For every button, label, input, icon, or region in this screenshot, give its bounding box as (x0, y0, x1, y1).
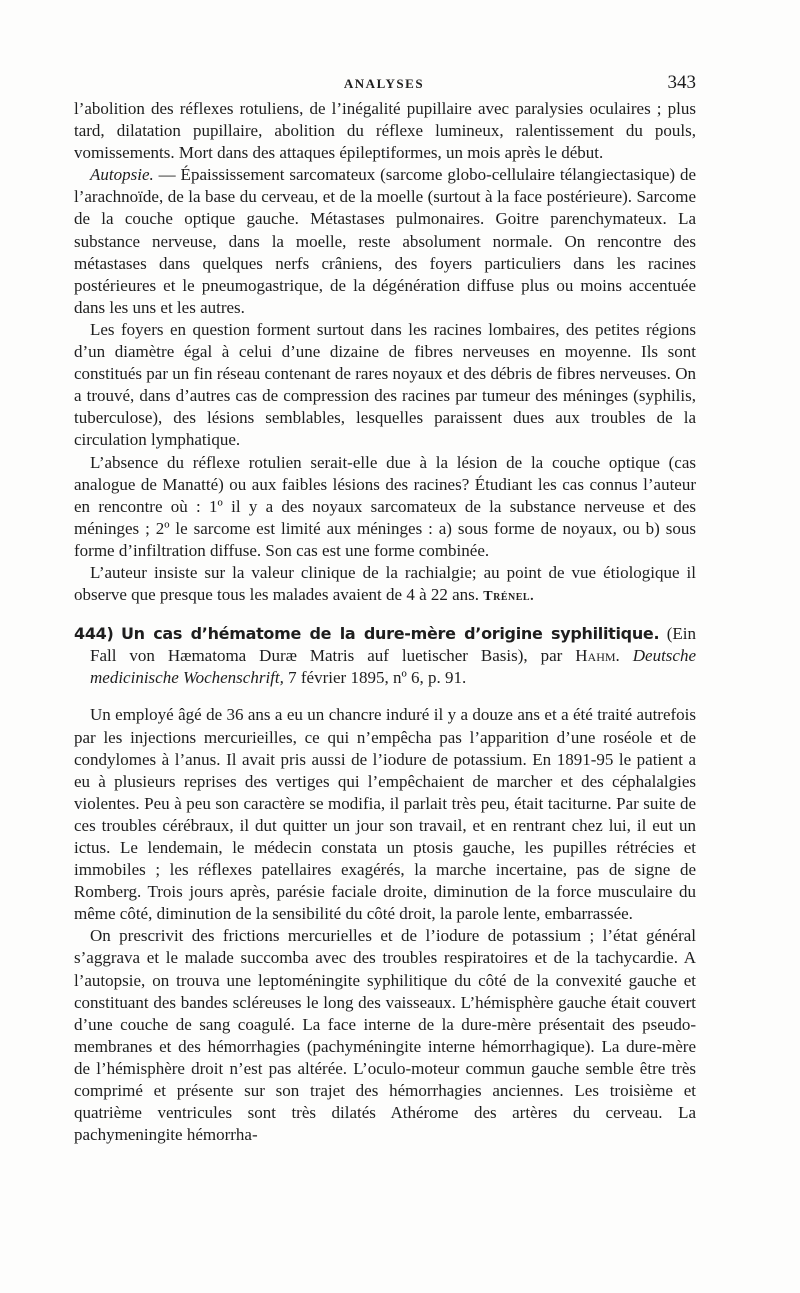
article-heading (74, 623, 696, 689)
foci-paragraph: Les foyers en question forment surtout dans les racines lombaires, des petites régions d’un diamètre égal à celui d’une dizaine de fibres nerveuses en moyenne. Ils sont constitués par un fin réseau contenant de rares noyaux et des débris de fibres nerveuses. On a trouvé, dans d’autres cas de compression des racines par tumeur des méninges (syphilis, tuberculose), des lésions semblables, lesquelles paraissent dues aux troubles de la circulation lymphatique. (74, 319, 696, 450)
article-journal: Deutsche medicinische Wochenschrift, (90, 646, 697, 688)
autopsy-paragraph (74, 164, 696, 319)
article-date: 7 février 1895, nº 6, p. 91. (288, 668, 467, 688)
body-text (74, 98, 696, 1146)
article-title: Un cas d’hématome de la dure-mère d’origine syphilitique. (120, 624, 660, 644)
case-paragraph: Un employé âgé de 36 ans a eu un chancre induré il y a douze ans et a été traité autrefois par les injections mercurieilles, ce qui n’empêcha pas l’apparition d’une roséole et de condylomes à l’anus. Il avait pris aussi de l’iodure de potassium. En 1891-95 le patient a eu à plusieurs reprises des vertiges qui l’empêchaient de marcher et des céphalalgies violentes. Peu à peu son caractère se modifia, il parlait très peu, était taciturne. Par suite de ces troubles cérébraux, il dut quitter un jour son travail, et en rentrant chez lui, il eut un ictus. Le lendemain, le médecin constata un ptosis gauche, les pupilles rétrécies et immobiles ; les réflexes patellaires exagérés, la marche incertaine, pas de signe de Romberg. Trois jours après, parésie faciale droite, diminution de la force musculaire du même côté, diminution de la sensibilité du côté droit, la parole lente, embarrassée. (74, 705, 696, 924)
article-citation: (Ein Fall von Hæmatoma Duræ Matris auf luetischer Basis), par (90, 624, 697, 666)
article-author: Hahm. (575, 646, 620, 666)
article-number: 444) (74, 624, 114, 644)
autopsy-label: Autopsie. (90, 165, 154, 185)
page-number: 343 (667, 72, 696, 93)
treatment-paragraph: On prescrivit des frictions mercurielles et de l’iodure de potassium ; l’état général s’aggrava et le malade succomba avec des troubles respiratoires et de la tachycardie. A l’autopsie, on trouva une leptoméningite syphilitique du côté de la convexité gauche et constituant des bandes scléreuses le long des vaisseaux. L’hémisphère gauche était couvert d’une couche de sang coagulé. La face interne de la dure-mère présentait des pseudo-membranes et des hémorrhagies (pachyméningite interne hémorrhagique). La dure-mère de l’hémisphère droit n’est pas altérée. L’oculo-moteur commun gauche semble être très comprimé et présente sur son trajet des hémorrhagies anciennes. Les troisième et quatrième ventricules sont très dilatés Athérome des artères du cerveau. La pachymeningite hémorrha- (74, 926, 696, 1145)
continued-paragraph: l’abolition des réflexes rotuliens, de l’inégalité pupillaire avec paralysies oculaires ; plus tard, dilatation pupillaire, abolition du réflexe lumineux, ralentissement du pouls, vomissements. Mort dans des attaques épileptiformes, un mois après le début. (74, 99, 696, 163)
reflex-paragraph: L’absence du réflexe rotulien serait-elle due à la lésion de la couche optique (cas analogue de Manatté) ou aux faibles lésions des racines? Étudiant les cas connus l’auteur en rencontre où : 1º il y a des noyaux sarcomateux de la substance nerveuse et des méninges ; 2º le sarcome est limité aux méninges : a) sous forme de noyaux, ou b) sous forme d’infiltration diffuse. Son cas est une forme combinée. (74, 452, 696, 560)
autopsy-text: — Épaississement sarcomateux (sarcome globo-cellulaire télangiectasique) de l’arachnoïde, de la base du cerveau, et de la moelle (surtout à la face postérieure). Sarcome de la couche optique gauche. Métastases pulmonaires. Goitre parenchymateux. La substance nerveuse, dans la moelle, reste absolument normale. On rencontre des métastases dans quelques nerfs crâniens, des foyers particuliers dans les racines postérieures et le pneumogastrique, de la dégénération diffuse plus ou moins accentuée dans les uns et les autres. (74, 165, 696, 317)
conclusion-text: L’auteur insiste sur la valeur clinique de la rachialgie; au point de vue étiologique il observe que presque tous les malades avaient de 4 à 22 ans. (74, 562, 696, 605)
running-head (72, 72, 696, 96)
running-title: ANALYSES (343, 76, 425, 91)
reviewer-signature: Trénel. (483, 589, 535, 605)
conclusion-paragraph (74, 562, 696, 608)
